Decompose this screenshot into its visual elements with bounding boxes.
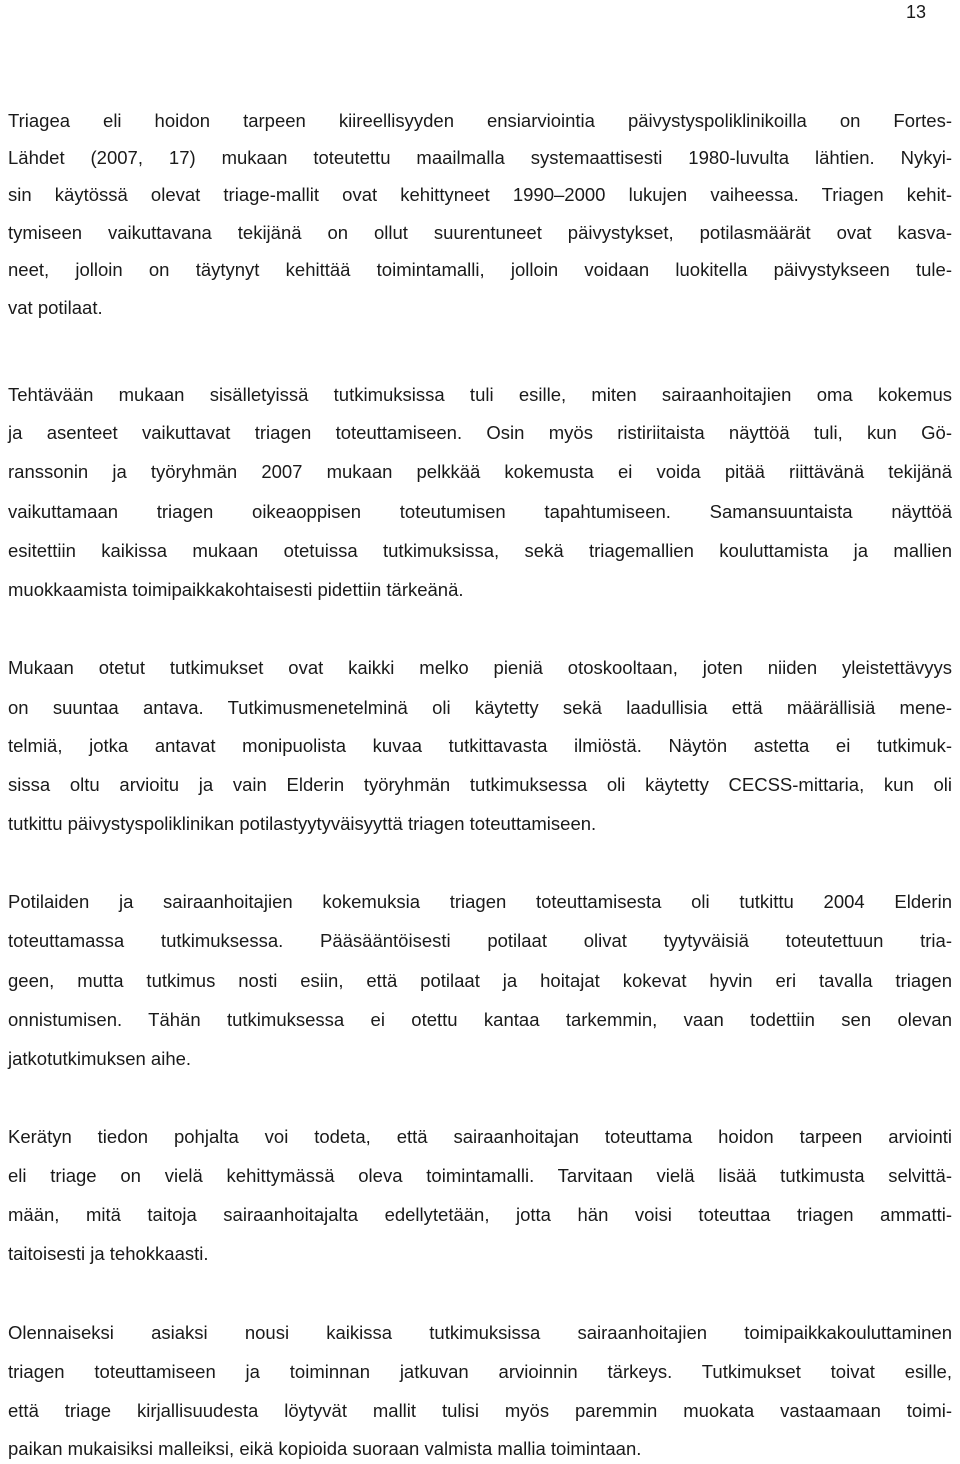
text-line: Triagea eli hoidon tarpeen kiireellisyyden ensiarviointia päivystyspoliklinikoilla on Fortes-	[8, 110, 952, 131]
text-line: telmiä, jotka antavat monipuolista kuvaa tutkittavasta ilmiöstä. Näytön astetta ei tutkimuk-	[8, 735, 952, 756]
text-line: sin käytössä olevat triage-mallit ovat kehittyneet 1990–2000 lukujen vaiheessa. Triagen kehit-	[8, 184, 952, 205]
text-line: onnistumisen. Tähän tutkimuksessa ei otettu kantaa tarkemmin, vaan todettiin sen olevan	[8, 1009, 952, 1030]
text-line: että triage kirjallisuudesta löytyvät mallit tulisi myös paremmin muokata vastaamaan toimi-	[8, 1400, 952, 1421]
text-line: neet, jolloin on täytynyt kehittää toimintamalli, jolloin voidaan luokitella päivystykseen tule-	[8, 259, 952, 280]
text-line: tutkittu päivystyspoliklinikan potilastyytyväisyyttä triagen toteuttamiseen.	[8, 813, 597, 834]
text-line: vaikuttamaan triagen oikeaoppisen toteutumisen tapahtumiseen. Samansuuntaista näyttöä	[8, 501, 952, 522]
page-number: 13	[905, 2, 926, 22]
text-line: vat potilaat.	[8, 297, 103, 318]
text-line: esitettiin kaikissa mukaan otetuissa tutkimuksissa, sekä triagemallien kouluttamista ja mallien	[8, 540, 952, 561]
text-line: Tehtävään mukaan sisälletyissä tutkimuksissa tuli esille, miten sairaanhoitajien oma kokemus	[8, 384, 952, 405]
text-line: taitoisesti ja tehokkaasti.	[8, 1243, 209, 1264]
text-line: tymiseen vaikuttavana tekijänä on ollut suurentuneet päivystykset, potilasmäärät ovat kasva-	[8, 222, 952, 243]
text-line: triagen toteuttamiseen ja toiminnan jatkuvan arvioinnin tärkeys. Tutkimukset toivat esille,	[8, 1361, 952, 1382]
text-line: jatkotutkimuksen aihe.	[8, 1048, 192, 1069]
text-line: Olennaiseksi asiaksi nousi kaikissa tutkimuksissa sairaanhoitajien toimipaikkakouluttaminen	[8, 1322, 952, 1343]
text-line: Kerätyn tiedon pohjalta voi todeta, että sairaanhoitajan toteuttama hoidon tarpeen arviointi	[8, 1126, 952, 1147]
text-line: toteuttamassa tutkimuksessa. Pääsääntöisesti potilaat olivat tyytyväisiä toteutettuun tria-	[8, 930, 952, 951]
text-line: on suuntaa antava. Tutkimusmenetelminä oli käytetty sekä laadullisia että määrällisiä mene-	[8, 697, 952, 718]
text-line: sissa oltu arvioitu ja vain Elderin työryhmän tutkimuksessa oli käytetty CECSS-mittaria, kun oli	[8, 774, 952, 795]
text-line: ja asenteet vaikuttavat triagen toteuttamiseen. Osin myös ristiriitaista näyttöä tuli, kun Gö-	[8, 422, 952, 443]
text-line: geen, mutta tutkimus nosti esiin, että potilaat ja hoitajat kokevat hyvin eri tavalla triagen	[8, 970, 952, 991]
text-line: ranssonin ja työryhmän 2007 mukaan pelkkää kokemusta ei voida pitää riittävänä tekijänä	[8, 461, 952, 482]
text-line: eli triage on vielä kehittymässä oleva toimintamalli. Tarvitaan vielä lisää tutkimusta selvittä-	[8, 1165, 952, 1186]
text-line: Mukaan otetut tutkimukset ovat kaikki melko pieniä otoskooltaan, joten niiden yleistettävyys	[8, 657, 952, 678]
text-line: Potilaiden ja sairaanhoitajien kokemuksia triagen toteuttamisesta oli tutkittu 2004 Elderin	[8, 891, 952, 912]
text-line: muokkaamista toimipaikkakohtaisesti pidettiin tärkeänä.	[8, 579, 464, 600]
text-line: paikan mukaisiksi malleiksi, eikä kopioida suoraan valmista mallia toimintaan.	[8, 1438, 642, 1459]
text-line: Lähdet (2007, 17) mukaan toteutettu maailmalla systemaattisesti 1980-luvulta lähtien. Nykyi-	[8, 147, 952, 168]
text-line: mään, mitä taitoja sairaanhoitajalta edellytetään, jotta hän voisi toteuttaa triagen ammatti-	[8, 1204, 952, 1225]
